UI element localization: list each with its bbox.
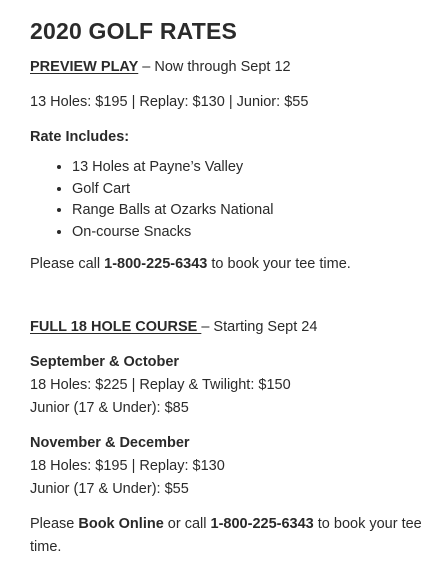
nov-dec-rates: 18 Holes: $195 | Replay: $130 <box>30 458 225 474</box>
list-item: • 13 Holes at Payne’s Valley <box>72 157 428 179</box>
phone-link[interactable]: 1-800-225-6343 <box>104 256 208 272</box>
sept-oct-junior: Junior (17 & Under): $85 <box>30 400 189 416</box>
preview-play-dates: – Now through Sept 12 <box>138 59 291 75</box>
sept-oct-rates: 18 Holes: $225 | Replay & Twilight: $150 <box>30 377 291 393</box>
call-prefix-text: Please call <box>30 256 105 272</box>
full-course-heading <box>30 316 428 339</box>
nov-dec-label: November & December <box>30 435 190 451</box>
book-middle-text: or call <box>163 516 211 532</box>
list-item: • Range Balls at Ozarks National <box>72 200 428 222</box>
full-course-link[interactable]: FULL 18 HOLE COURSE <box>30 319 202 335</box>
preview-rates: 13 Holes: $195 | Replay: $130 | Junior: $55 <box>30 94 309 110</box>
preview-play-heading <box>30 56 428 79</box>
list-item: • On-course Snacks <box>72 222 428 244</box>
section-spacer <box>30 276 428 316</box>
book-line <box>30 513 428 559</box>
preview-call-line <box>30 253 428 276</box>
nov-dec-junior: Junior (17 & Under): $55 <box>30 481 189 497</box>
book-online-link[interactable]: Book Online <box>78 516 164 532</box>
full-course-dates: – Starting Sept 24 <box>201 319 318 335</box>
phone-link[interactable]: 1-800-225-6343 <box>210 516 314 532</box>
page-title: 2020 GOLF RATES <box>30 18 238 44</box>
call-suffix-text: to book your tee time. <box>207 256 351 272</box>
sept-oct-label: September & October <box>30 354 180 370</box>
list-item: • Golf Cart <box>72 179 428 201</box>
rate-includes-list <box>30 157 428 243</box>
book-suffix-text: to book your tee time. <box>30 516 422 555</box>
rate-includes-label: Rate Includes: <box>30 129 130 145</box>
preview-play-link[interactable]: PREVIEW PLAY <box>30 59 139 75</box>
book-prefix-text: Please <box>30 516 79 532</box>
